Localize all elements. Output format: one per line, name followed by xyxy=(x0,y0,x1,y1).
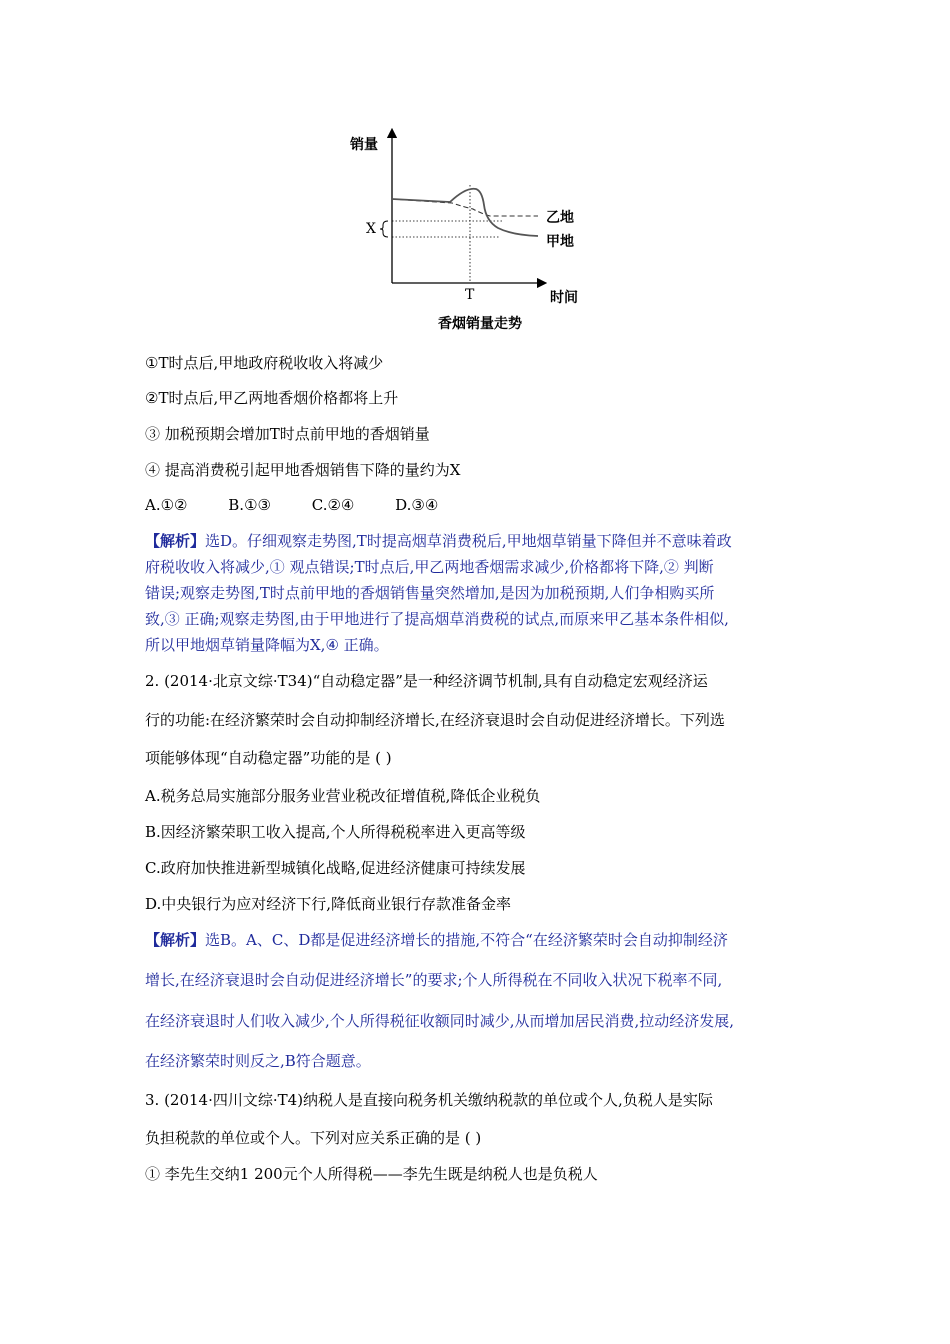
x-axis-label: 时间 xyxy=(550,290,578,306)
q2-stem-line-3: 项能够体现“自动稳定器”功能的是 ( ) xyxy=(145,749,392,767)
q2-analysis-line-2: 增长,在经济衰退时会自动促进经济增长”的要求;个人所得税在不同收入状况下税率不同, xyxy=(145,971,723,989)
q2-analysis-line-3: 在经济衰退时人们收入减少,个人所得税征收额同时减少,从而增加居民消费,拉动经济发展, xyxy=(145,1012,735,1030)
y-axis-label: 销量 xyxy=(350,137,378,153)
q1-item-2: ②T时点后,甲乙两地香烟价格都将上升 xyxy=(145,389,399,407)
sales-trend-figure xyxy=(340,125,600,340)
q2-option-b: B.因经济繁荣职工收入提高,个人所得税税率进入更高等级 xyxy=(145,823,526,841)
q3-stem-line-1: 3. (2014·四川文综·T4)纳税人是直接向税务机关缴纳税款的单位或个人,负税人是实际 xyxy=(145,1091,713,1109)
q1-option-a: A.①② xyxy=(145,496,188,514)
q1-option-b: B.①③ xyxy=(228,496,271,514)
q1-item-3: ③ 加税预期会增加T时点前甲地的香烟销量 xyxy=(145,425,430,443)
q2-analysis-tag: 【解析】 xyxy=(145,931,206,949)
q1-options xyxy=(145,494,474,516)
q2-stem-line-2: 行的功能:在经济繁荣时会自动抑制经济增长,在经济衰退时会自动促进经济增长。下列选 xyxy=(145,711,725,729)
q2-option-a: A.税务总局实施部分服务业营业税改征增值税,降低企业税负 xyxy=(145,787,541,805)
q1-item-1: ①T时点后,甲地政府税收收入将减少 xyxy=(145,354,384,372)
x-brace xyxy=(380,221,388,237)
q3-stem-line-2: 负担税款的单位或个人。下列对应关系正确的是 ( ) xyxy=(145,1129,482,1147)
q3-item-1: ① 李先生交纳1 200元个人所得税——李先生既是纳税人也是负税人 xyxy=(145,1165,598,1183)
t-label: T xyxy=(465,287,475,303)
q2-option-c: C.政府加快推进新型城镇化战略,促进经济健康可持续发展 xyxy=(145,859,526,877)
q1-analysis-line-5: 所以甲地烟草销量降幅为X,④ 正确。 xyxy=(145,636,389,654)
q1-analysis-line-4: 致,③ 正确;观察走势图,由于甲地进行了提高烟草消费税的试点,而原来甲乙基本条件相似, xyxy=(145,610,729,628)
q2-option-d: D.中央银行为应对经济下行,降低商业银行存款准备金率 xyxy=(145,895,512,913)
series-jia-label: 甲地 xyxy=(546,234,574,250)
q1-option-d: D.③④ xyxy=(395,496,439,514)
q1-item-4: ④ 提高消费税引起甲地香烟销售下降的量约为X xyxy=(145,461,461,479)
q1-option-c: C.②④ xyxy=(311,496,355,514)
series-jia-line xyxy=(392,189,538,236)
series-yi-label: 乙地 xyxy=(546,210,574,226)
series-yi-line xyxy=(392,199,538,216)
figure-caption: 香烟销量走势 xyxy=(438,316,522,332)
q2-analysis-line-4: 在经济繁荣时则反之,B符合题意。 xyxy=(145,1052,371,1070)
q1-analysis-line-3: 错误;观察走势图,T时点前甲地的香烟销售量突然增加,是因为加税预期,人们争相购买所 xyxy=(145,584,715,602)
q2-analysis-line-1: 【解析】选B。A、C、D都是促进经济增长的措施,不符合“在经济繁荣时会自动抑制经济 xyxy=(145,931,728,949)
x-label: X xyxy=(366,221,376,237)
q1-analysis-line-1: 【解析】选D。仔细观察走势图,T时提高烟草消费税后,甲地烟草销量下降但并不意味着政 xyxy=(145,532,732,550)
q1-analysis-line-2: 府税收收入将减少,① 观点错误;T时点后,甲乙两地香烟需求减少,价格都将下降,② 判断 xyxy=(145,558,714,576)
q2-stem-line-1: 2. (2014·北京文综·T34)“自动稳定器”是一种经济调节机制,具有自动稳定宏观经济运 xyxy=(145,672,708,690)
q1-analysis-tag: 【解析】 xyxy=(145,532,206,550)
